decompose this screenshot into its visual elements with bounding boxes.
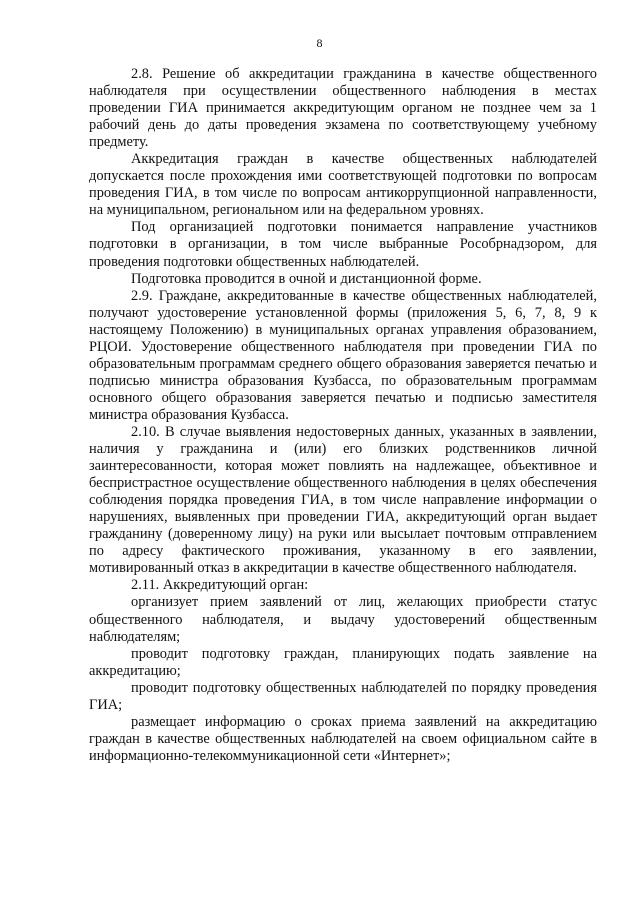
paragraph-training-definition: Под организацией подготовки понимается направление участников подготовки в организации, в том числе выбранные Рособрнадзором, для проведения подготовки общественных наблюдателей. (89, 219, 597, 270)
list-item-citizen-training: проводит подготовку граждан, планирующих подать заявление на аккредитацию; (89, 645, 597, 679)
list-item-website-information: размещает информацию о сроках приема заявлений на аккредитацию граждан в качестве общественных наблюдателей на своем официальном сайте в информационно-телекоммуникационной сети «Интернет»; (89, 713, 597, 764)
paragraph-2-9: 2.9. Граждане, аккредитованные в качестве общественных наблюдателей, получают удостоверение установленной формы (приложения 5, 6, 7, 8, 9 к настоящему Положению) в муниципальных органах управления образованием, РЦОИ. Удостоверение общественного наблюдателя при проведении ГИА по образовательным программам среднего общего образования заверяется печатью и подписью министра образования Кузбасса, по образовательным программам основного общего образования заверяется печатью и подписью заместителя министра образования Кузбасса. (89, 287, 597, 423)
paragraph-2-10: 2.10. В случае выявления недостоверных данных, указанных в заявлении, наличия у гражданина и (или) его близких родственников личной заинтересованности, которая может повлиять на надлежащее, объективное и беспристрастное осуществление общественного наблюдения в целях обеспечения соблюдения порядка проведения ГИА, в том числе направление информации о нарушениях, выявленных при проведении ГИА, аккредитующий орган выдает гражданину (доверенному лицу) на руки или высылает почтовым отправлением по адресу фактического проживания, указанному в его заявлении, мотивированный отказ в аккредитации в качестве общественного наблюдателя. (89, 423, 597, 577)
list-item-observer-training: проводит подготовку общественных наблюдателей по порядку проведения ГИА; (89, 679, 597, 713)
paragraph-2-11: 2.11. Аккредитующий орган: (131, 577, 309, 594)
paragraph-training-form: Подготовка проводится в очной и дистанционной форме. (131, 270, 482, 287)
page-number: 8 (316, 36, 323, 50)
paragraph-2-8: 2.8. Решение об аккредитации гражданина в качестве общественного наблюдателя при осуществлении общественного наблюдения в местах проведении ГИА принимается аккредитующим органом не позднее чем за 1 рабочий день до даты проведения экзамена по соответствующему учебному предмету. (89, 66, 597, 151)
document-body (89, 66, 597, 765)
paragraph-accreditation-conditions: Аккредитация граждан в качестве общественных наблюдателей допускается после прохождения ими соответствующей подготовки по вопросам проведения ГИА, в том числе по вопросам антикоррупционной направленности, на муниципальном, региональном или на федеральном уровнях. (89, 151, 597, 219)
list-item-applications: организует прием заявлений от лиц, желающих приобрести статус общественного наблюдателя, и выдачу удостоверений общественным наблюдателям; (89, 594, 597, 645)
